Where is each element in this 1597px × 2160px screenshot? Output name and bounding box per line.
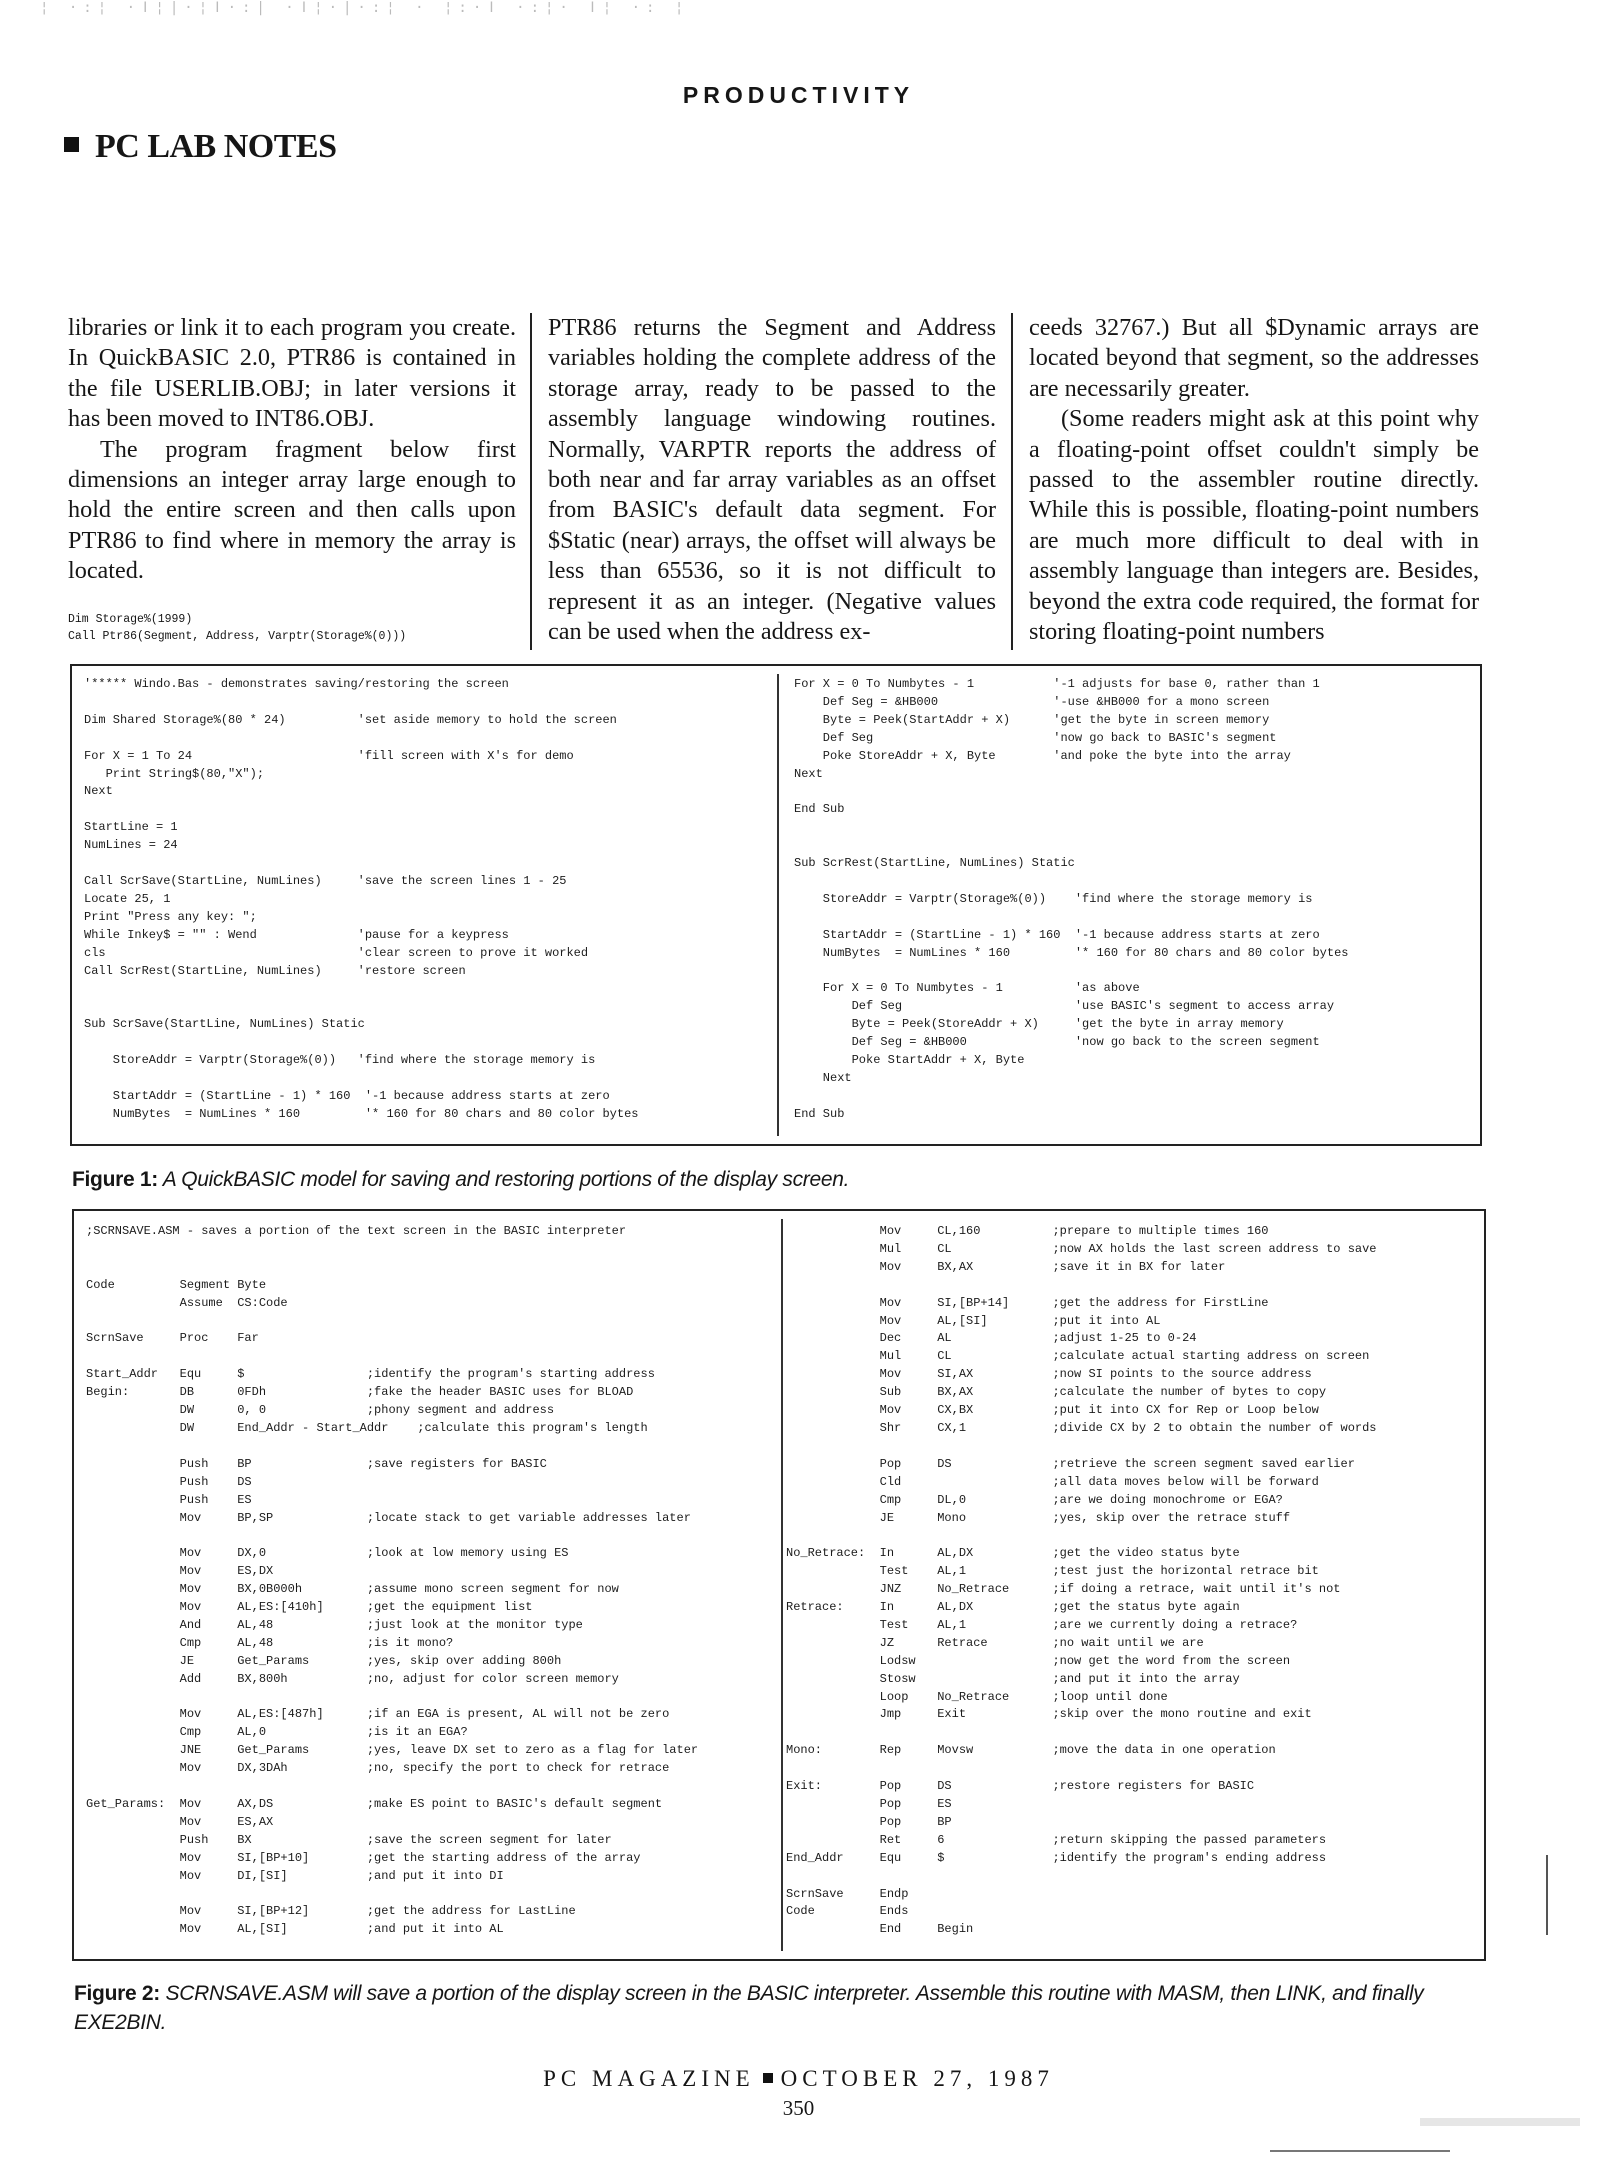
column-title xyxy=(64,128,337,166)
figure-1-box xyxy=(70,664,1482,1146)
footer-magazine: PC MAGAZINE xyxy=(543,2066,755,2091)
scan-noise: ¦ ·:¦ ·ǀ¦|·¦ǀ·:| ·ǀ¦·|·:¦ · ¦:·ǀ ·:¦· ǀ¦ ·: ¦ xyxy=(40,0,690,16)
caption-label: Figure 1: xyxy=(72,1168,158,1191)
footer-date: OCTOBER 27, 1987 xyxy=(780,2066,1054,2091)
footer xyxy=(0,2066,1597,2092)
caption-text: A QuickBASIC model for saving and restoring portions of the display screen. xyxy=(157,1168,850,1191)
body-column-3 xyxy=(1029,313,1479,647)
paragraph: (Some readers might ask at this point why a floating-point offset couldn't simply be passed to the assembler routine directly. While this is possible, floating-point numbers are much more difficult to deal with in assembly language than integers are. Besides, beyond the extra code required, the format for storing floating-point numbers xyxy=(1029,405,1479,646)
paragraph: The program fragment below first dimensions an integer array large enough to hold the entire screen and then calls upon PTR86 to find where in memory the array is located. xyxy=(68,435,516,585)
margin-mark xyxy=(1546,1855,1548,1935)
figure-divider xyxy=(777,674,779,1136)
scan-line xyxy=(1270,2150,1450,2152)
page-number: 350 xyxy=(782,2096,815,2120)
figure-2-caption xyxy=(74,1979,1474,2037)
bullet-square-icon xyxy=(64,137,79,152)
caption-text: SCRNSAVE.ASM will save a portion of the display screen in the BASIC interpreter. Assemble this routine with MASM, then LINK, and finally EXE2BIN. xyxy=(74,1982,1424,2034)
paragraph: ceeds 32767.) But all $Dynamic arrays are located beyond that segment, so the addresses are necessarily greater. xyxy=(1029,314,1479,402)
figure-1-code-right: For X = 0 To Numbytes - 1 '-1 adjusts for base 0, rather than 1 Def Seg = &HB000 '-use &HB000 for a mono screen Byte = Peek(StartAddr + X) 'get the byte in screen memory Def Seg 'now go back to BASIC's segment Poke StoreAddr + X, Byte 'and poke the byte into the array Next End Sub Sub ScrRest(StartLine, NumLines) Static StoreAddr = Varptr(Storage%(0)) 'find where the storage memory is StartAddr = (StartLine - 1) * 160 '-1 because address starts at zero NumBytes = NumLines * 160 '* 160 for 80 chars and 80 color bytes For X = 0 To Numbytes - 1 'as above Def Seg 'use BASIC's segment to access array Byte = Peek(StoreAddr + X) 'get the byte in array memory Def Seg = &HB000 'now go back to the screen segment Poke StartAddr + X, Byte Next End Sub xyxy=(794,677,1349,1121)
body-column-1 xyxy=(68,313,516,645)
scan-smudge xyxy=(1420,2118,1580,2126)
figure-divider xyxy=(781,1219,783,1951)
column-rule xyxy=(530,313,532,650)
paragraph: PTR86 returns the Segment and Address variables holding the complete address of the storage array, ready to be passed to the assembly language windowing routines. Normally, VARPTR reports the address of both near and far array variables as an offset from BASIC's default data segment. For $Static (near) arrays, the offset will always be less than 65536, so it is not difficult to represent it as an integer. (Negative values can be used when the address ex- xyxy=(548,314,996,646)
column-title-text: PC LAB NOTES xyxy=(95,128,337,165)
figure-2-code-left: ;SCRNSAVE.ASM - saves a portion of the text screen in the BASIC interpreter Code Segment Byte Assume CS:Code ScrnSave Proc Far Start_Addr Equ $ ;identify the program's starting address Begin: DB 0FDh ;fake the header BASIC uses for BLOAD DW 0, 0 ;phony segment and address DW End_Addr - Start_Addr ;calculate this program's length Push BP ;save registers for BASIC Push DS Push ES Mov BP,SP ;locate stack to get variable addresses later Mov DX,0 ;look at low memory using ES Mov ES,DX Mov BX,0B000h ;assume mono screen segment for now Mov AL,ES:[410h] ;get the equipment list And AL,48 ;just look at the monitor type Cmp AL,48 ;is it mono? JE Get_Params ;yes, skip over adding 800h Add BX,800h ;no, adjust for color screen memory Mov AL,ES:[487h] ;if an EGA is present, AL will not be zero Cmp AL,0 ;is it an EGA? JNE Get_Params ;yes, leave DX set to zero as a flag for later Mov DX,3DAh ;no, specify the port to check for retrace Get_Params: Mov AX,DS ;make ES point to BASIC's default segment Mov ES,AX Push BX ;save the screen segment for later Mov SI,[BP+10] ;get the starting address of the array Mov DI,[SI] ;and put it into DI Mov SI,[BP+12] ;get the address for LastLine Mov AL,[SI] ;and put it into AL xyxy=(86,1224,699,1937)
figure-1-caption xyxy=(72,1165,1472,1194)
figure-2-box xyxy=(72,1209,1486,1961)
body-column-2 xyxy=(548,313,996,647)
paragraph: libraries or link it to each program you create. In QuickBASIC 2.0, PTR86 is contained in the file USERLIB.OBJ; in later versions it has been moved to INT86.OBJ. xyxy=(68,314,516,433)
column-rule xyxy=(1011,313,1013,650)
figure-1-code-left: '***** Windo.Bas - demonstrates saving/restoring the screen Dim Shared Storage%(80 * 24) 'set aside memory to hold the screen For X = 1 To 24 'fill screen with X's for demo Print String$(80,"X"); Next StartLine = 1 NumLines = 24 Call ScrSave(StartLine, NumLines) 'save the screen lines 1 - 25 Locate 25, 1 Print "Press any key: "; While Inkey$ = "" : Wend 'pause for a keypress cls 'clear screen to prove it worked Call ScrRest(StartLine, NumLines) 'restore screen Sub ScrSave(StartLine, NumLines) Static StoreAddr = Varptr(Storage%(0)) 'find where the storage memory is StartAddr = (StartLine - 1) * 160 '-1 because address starts at zero NumBytes = NumLines * 160 '* 160 for 80 chars and 80 color bytes xyxy=(84,677,639,1121)
caption-label: Figure 2: xyxy=(74,1982,160,2005)
bullet-square-icon xyxy=(763,2073,773,2083)
section-label: PRODUCTIVITY xyxy=(682,82,915,108)
figure-2-code-right: Mov CL,160 ;prepare to multiple times 160 Mul CL ;now AX holds the last screen address to save Mov BX,AX ;save it in BX for later Mov SI,[BP+14] ;get the address for FirstLine Mov AL,[SI] ;put it into AL Dec AL ;adjust 1-25 to 0-24 Mul CL ;calculate actual starting address on screen Mov SI,AX ;now SI points to the source address Sub BX,AX ;calculate the number of bytes to copy Mov CX,BX ;put it into CX for Rep or Loop below Shr CX,1 ;divide CX by 2 to obtain the number of words Pop DS ;retrieve the screen segment saved earlier Cld ;all data moves below will be forward Cmp DL,0 ;are we doing monochrome or EGA? JE Mono ;yes, skip over the retrace stuff No_Retrace: In AL,DX ;get the video status byte Test AL,1 ;test just the horizontal retrace bit JNZ No_Retrace ;if doing a retrace, wait until it's not Retrace: In AL,DX ;get the status byte again Test AL,1 ;are we currently doing a retrace? JZ Retrace ;no wait until we are Lodsw ;now get the word from the screen Stosw ;and put it into the array Loop No_Retrace ;loop until done Jmp Exit ;skip over the mono routine and exit Mono: Rep Movsw ;move the data in one operation Exit: Pop DS ;restore registers for BASIC Pop ES Pop BP Ret 6 ;return skipping the passed parameters End_Addr Equ $ ;identify the program's ending address ScrnSave Endp Code Ends End Begin xyxy=(786,1224,1377,1937)
inline-code: Dim Storage%(1999) Call Ptr86(Segment, Address, Varptr(Storage%(0))) xyxy=(68,612,407,643)
